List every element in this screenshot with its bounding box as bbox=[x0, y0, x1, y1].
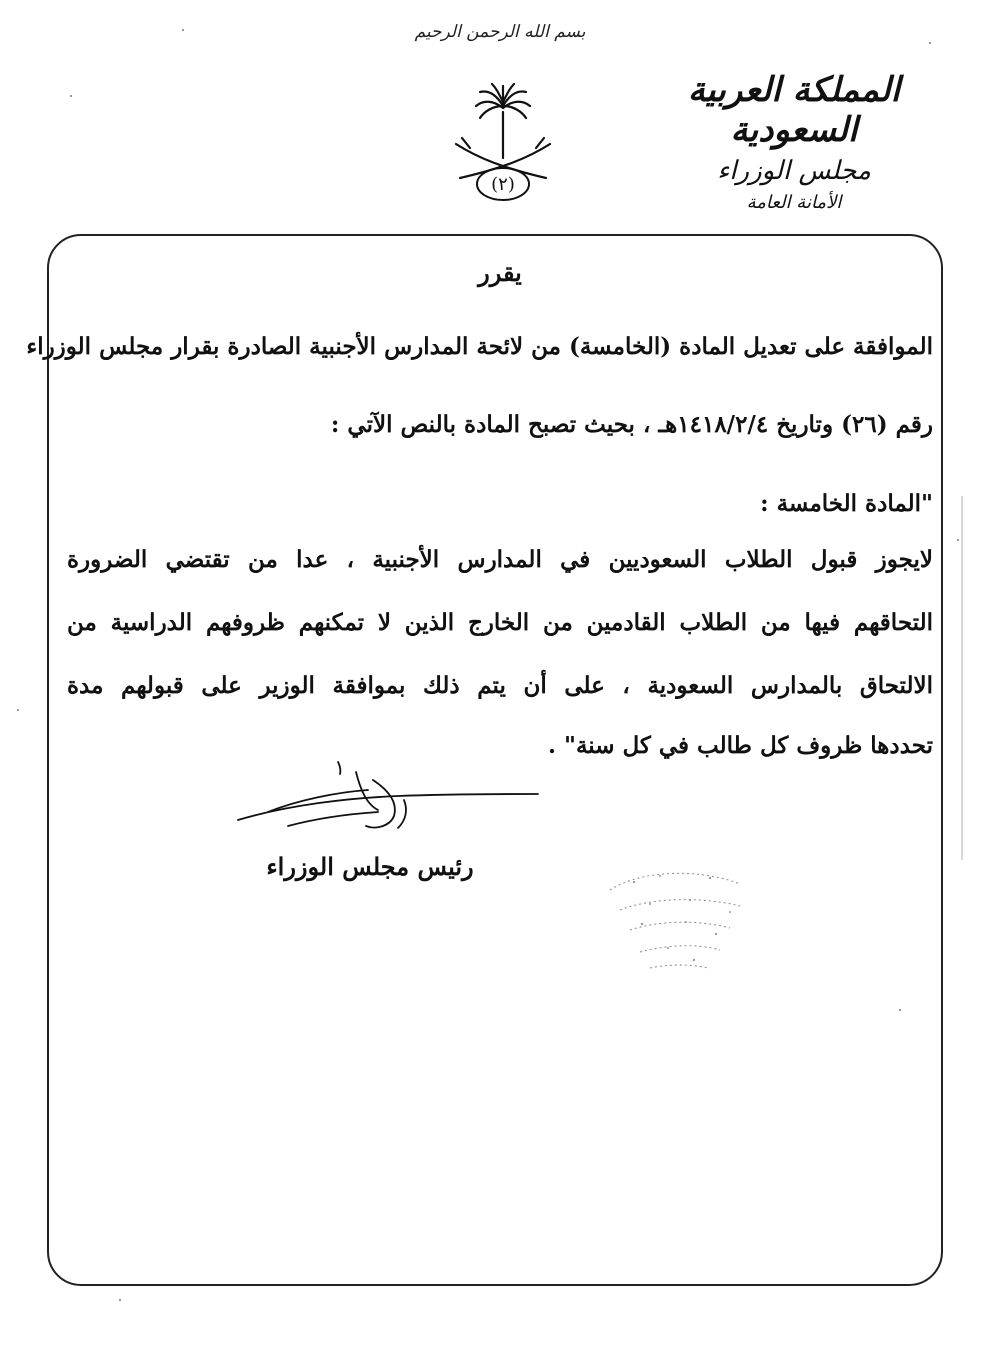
article-line-4: تحددها ظروف كل طالب في كل سنة" . bbox=[547, 732, 933, 759]
body-line-2: رقم (٢٦) وتاريخ ١٤١٨/٢/٤هـ ، بحيث تصبح المادة بالنص الآتي : bbox=[330, 411, 933, 438]
saudi-emblem-icon bbox=[448, 82, 558, 212]
article-line-2: التحاقهم فيها من الطلاب القادمين من الخارج الذين لا تمكنهم ظروفهم الدراسية من bbox=[67, 609, 933, 636]
signature-title: رئيس مجلس الوزراء bbox=[266, 852, 474, 881]
article-line-3: الالتحاق بالمدارس السعودية ، على أن يتم ذلك بموافقة الوزير على قبولهم مدة bbox=[67, 672, 933, 699]
council-name: مجلس الوزراء bbox=[717, 156, 871, 186]
article-line-1: لايجوز قبول الطلاب السعوديين في المدارس الأجنبية ، عدا من تقتضي الضرورة bbox=[67, 546, 933, 573]
kingdom-name: المملكة العربية السعودية bbox=[687, 70, 901, 150]
basmala: بسم الله الرحمن الرحيم bbox=[414, 22, 586, 42]
page-number: (٢) bbox=[491, 174, 515, 195]
letterhead bbox=[634, 70, 954, 213]
handwritten-signature bbox=[228, 760, 548, 840]
resolution-heading: يقرر bbox=[478, 258, 522, 287]
secretariat-name: الأمانة العامة bbox=[746, 192, 842, 213]
official-stamp-icon bbox=[590, 860, 770, 980]
body-line-1: الموافقة على تعديل المادة (الخامسة) من لائحة المدارس الأجنبية الصادرة بقرار مجلس الوزراء bbox=[26, 333, 933, 360]
article-title: "المادة الخامسة : bbox=[760, 490, 933, 517]
